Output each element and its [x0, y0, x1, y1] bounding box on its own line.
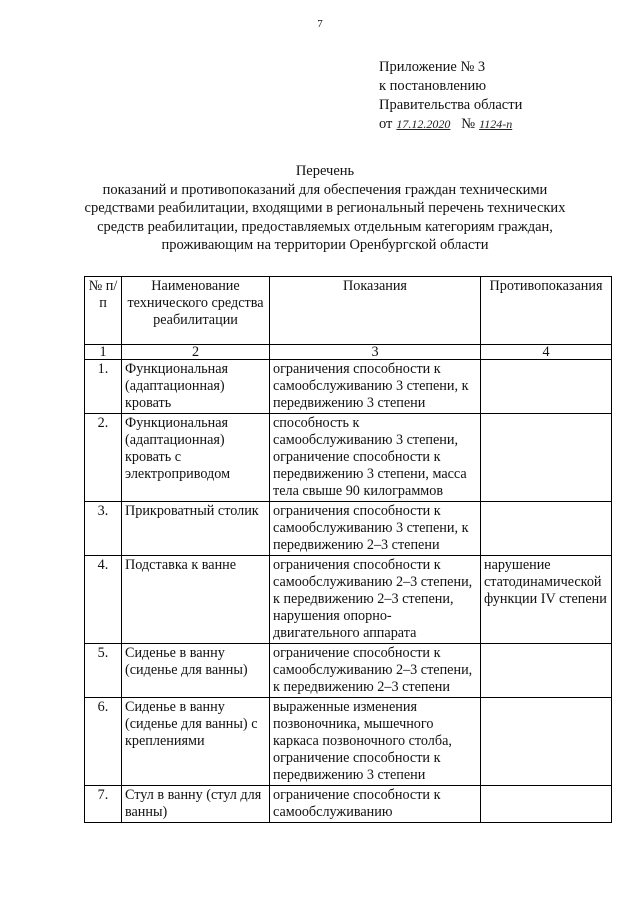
document-title	[60, 162, 590, 255]
table-row	[85, 502, 612, 556]
contraindications	[481, 698, 612, 786]
device-name: Сиденье в ванну (сиденье для ванны)	[122, 644, 270, 698]
appendix-date-line	[379, 115, 522, 134]
row-number: 7.	[85, 786, 122, 823]
indications-table	[84, 276, 612, 823]
row-number: 6.	[85, 698, 122, 786]
header-indications: Показания	[270, 277, 481, 345]
handwritten-number: 1124-п	[479, 117, 513, 131]
date-prefix: от	[379, 116, 393, 132]
indications: ограничение способности к самообслуживанию	[270, 786, 481, 823]
device-name: Стул в ванну (стул для ванны)	[122, 786, 270, 823]
appendix-line: Правительства области	[379, 97, 523, 113]
title-line: показаний и противопоказаний для обеспечения граждан техническими	[102, 181, 548, 198]
column-number: 1	[85, 345, 122, 360]
title-line: средствами реабилитации, входящими в региональный перечень технических	[84, 200, 566, 216]
table-row	[85, 414, 612, 502]
header-num: № п/п	[85, 277, 122, 345]
title-line: проживающим на территории Оренбургской области	[161, 237, 489, 253]
row-number: 2.	[85, 414, 122, 502]
header-contraindications: Противопоказания	[481, 277, 612, 345]
title-heading: Перечень	[295, 163, 355, 179]
contraindications	[481, 502, 612, 556]
appendix-line: к постановлению	[379, 78, 487, 94]
device-name: Сиденье в ванну (сиденье для ванны) с креплениями	[122, 698, 270, 786]
indications: ограничения способности к самообслуживанию 3 степени, к передвижению 3 степени	[270, 360, 481, 414]
contraindications	[481, 414, 612, 502]
contraindications: нарушение статодинамической функции IV степени	[481, 556, 612, 644]
appendix-block	[379, 58, 522, 134]
device-name: Функциональная (адаптационная) кровать	[122, 360, 270, 414]
row-number: 1.	[85, 360, 122, 414]
handwritten-date: 17.12.2020	[396, 117, 451, 131]
table-row	[85, 786, 612, 823]
contraindications	[481, 644, 612, 698]
column-number: 4	[481, 345, 612, 360]
contraindications	[481, 360, 612, 414]
appendix-title: Приложение № 3	[379, 59, 486, 75]
column-number: 3	[270, 345, 481, 360]
row-number: 3.	[85, 502, 122, 556]
indications: ограничения способности к самообслуживанию 2–3 степени, к передвижению 2–3 степени, нарушения опорно-двигательного аппарата	[270, 556, 481, 644]
title-line: средств реабилитации, предоставляемых отдельным категориям граждан,	[97, 218, 553, 235]
column-number-row	[85, 345, 612, 360]
indications: выраженные изменения позвоночника, мышечного каркаса позвоночного столба, ограничение способности к передвижению 3 степени	[270, 698, 481, 786]
indications: способность к самообслуживанию 3 степени, ограничение способности к передвижению 3 степени, масса тела свыше 90 килограммов	[270, 414, 481, 502]
table-row	[85, 644, 612, 698]
table-row	[85, 360, 612, 414]
page-number: 7	[317, 18, 323, 30]
indications: ограничение способности к самообслуживанию 2–3 степени, к передвижению 2–3 степени	[270, 644, 481, 698]
column-number: 2	[122, 345, 270, 360]
row-number: 5.	[85, 644, 122, 698]
table-header-row	[85, 277, 612, 345]
indications: ограничения способности к самообслуживанию 3 степени, к передвижению 2–3 степени	[270, 502, 481, 556]
device-name: Прикроватный столик	[122, 502, 270, 556]
table-row	[85, 698, 612, 786]
contraindications	[481, 786, 612, 823]
device-name: Функциональная (адаптационная) кровать с электроприводом	[122, 414, 270, 502]
header-name: Наименование технического средства реабилитации	[122, 277, 270, 345]
table-row	[85, 556, 612, 644]
device-name: Подставка к ванне	[122, 556, 270, 644]
row-number: 4.	[85, 556, 122, 644]
number-prefix: №	[461, 116, 476, 132]
